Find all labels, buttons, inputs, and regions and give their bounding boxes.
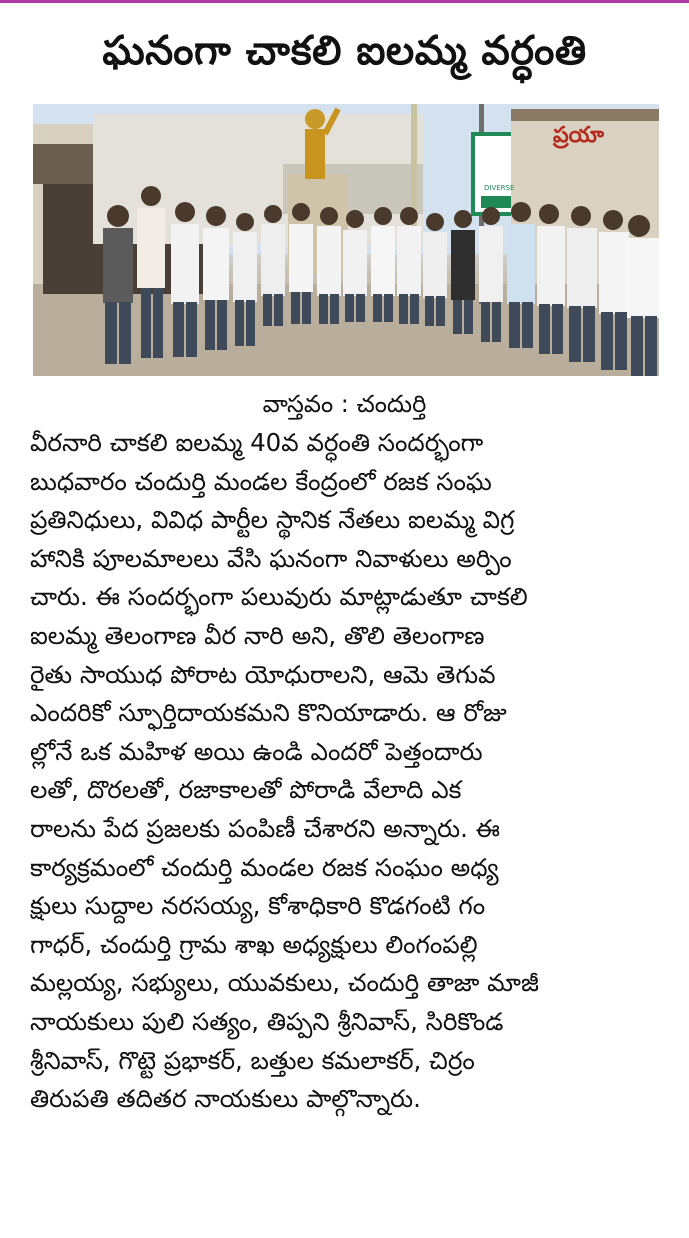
body-line: మల్లయ్య, సభ్యులు, యువకులు, చందుర్తి తాజా మాజీ [30, 968, 539, 998]
photo-illustration [33, 104, 659, 376]
body-line: రైతు సాయుధ పోరాట యోధురాలని, ఆమె తెగువ [30, 659, 496, 689]
body-line: ఎందరికో స్ఫూర్తిదాయకమని కొనియాడారు. ఆ రోజు [30, 698, 507, 728]
body-line: తిరుపతి తదితర నాయకులు పాల్గొన్నారు. [30, 1084, 421, 1114]
body-line: ప్రతినిధులు, వివిధ పార్టీల స్థానిక నేతలు ఐలమ్మ విగ్ర [30, 505, 515, 535]
body-line: వీరనారి చాకలి ఐలమ్మ 40వ వర్ధంతి సందర్భంగా [30, 428, 484, 457]
body-line: లతో, దొరలతో, రజాకాలతో పోరాడి వేలాది ఎక [30, 775, 462, 805]
body-line: ఐలమ్మ తెలంగాణ వీర నారి అని, తొలి తెలంగాణ [30, 620, 485, 650]
shop-sign-text: ప్రయా [553, 123, 604, 148]
body-line: నాయకులు పులి సత్యం, తిప్పని శ్రీనివాస్, సిరికొండ [30, 1006, 504, 1036]
headline: ఘనంగా చాకలి ఐలమ్మ వర్ధంతి [102, 28, 587, 74]
body-line: క్షులు సుద్దాల నరసయ్య, కోశాధికారి కొడగంటి గం [30, 891, 486, 921]
article-body [30, 424, 660, 1119]
body-line: గాధర్, చందుర్తి గ్రామ శాఖ అధ్యక్షులు లింగంపల్లి [30, 929, 478, 959]
poster-text: DIVERSE [484, 184, 515, 192]
body-line: కార్యక్రమంలో చందుర్తి మండల రజక సంఘం అధ్య [30, 852, 499, 882]
body-line: రాలను పేద ప్రజలకు పంపిణీ చేశారని అన్నారు. ఈ [30, 813, 501, 843]
body-line: ల్లోనే ఒక మహిళ అయి ఉండి ఎందరో పెత్తందారు [30, 736, 483, 766]
body-line: హానికి పూలమాలలు వేసి ఘనంగా నివాళులు అర్పిం [30, 543, 512, 573]
news-photo [33, 104, 659, 376]
body-line: శ్రీనివాస్, గొట్టె ప్రభాకర్, బత్తుల కమలాకర్, చిర్రం [30, 1045, 475, 1075]
dateline: వాస్తవం : చందుర్తి [262, 390, 427, 418]
body-line: చారు. ఈ సందర్భంగా పలువురు మాట్లాడుతూ చాకలి [30, 582, 528, 612]
top-rule [0, 0, 689, 3]
body-line: బుధవారం చందుర్తి మండల కేంద్రంలో రజక సంఘ [30, 466, 492, 496]
